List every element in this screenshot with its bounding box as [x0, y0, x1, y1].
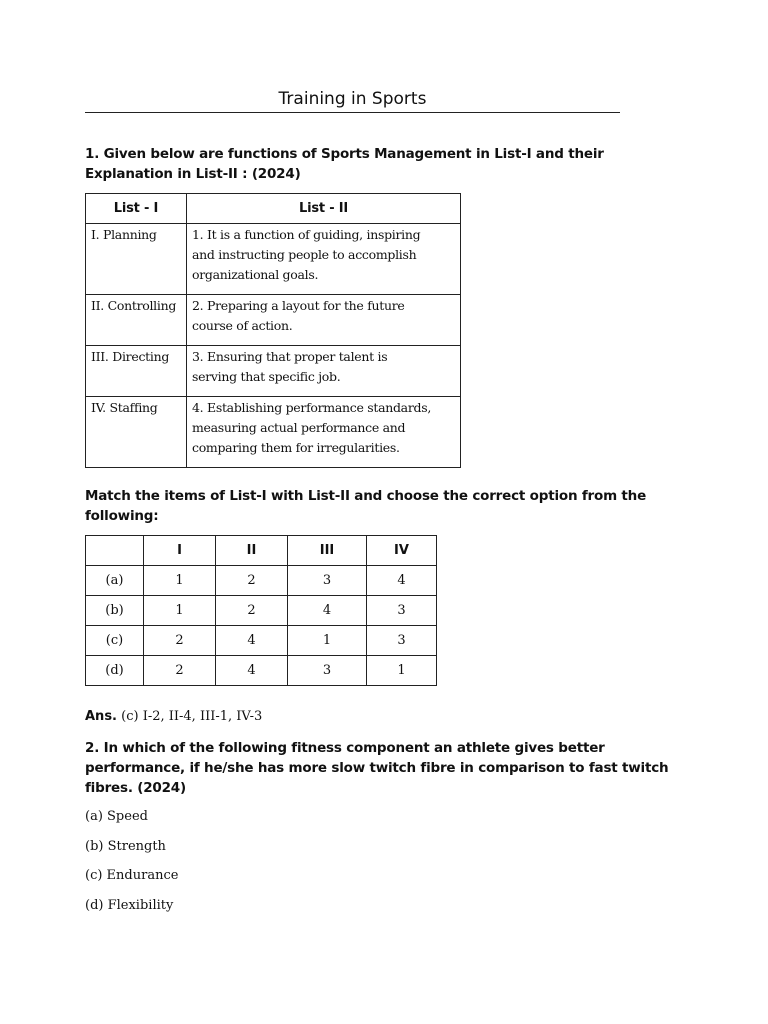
- table-row: [86, 626, 437, 656]
- options-table: [85, 535, 437, 686]
- option-cell: 1: [288, 626, 367, 656]
- list-matching-table: [85, 193, 461, 468]
- title-underline: [85, 112, 620, 113]
- option-cell: 3: [288, 566, 367, 596]
- cell-line: organizational goals.: [192, 267, 319, 282]
- cell-line: and instructing people to accomplish: [192, 247, 417, 262]
- cell-line: course of action.: [192, 318, 293, 333]
- list-2-cell: [187, 397, 461, 468]
- cell-line: comparing them for irregularities.: [192, 440, 400, 455]
- option-strength: (b) Strength: [85, 839, 166, 854]
- match-line: Match the items of List-I with List-II and choose the correct option from the: [85, 488, 647, 504]
- option-cell: 2: [144, 656, 216, 686]
- page-title: Training in Sports: [278, 89, 427, 109]
- question-2-line: 2. In which of the following fitness component an athlete gives better: [85, 740, 605, 756]
- option-cell: 4: [288, 596, 367, 626]
- question-2-line: fibres. (2024): [85, 780, 186, 796]
- table-row: [86, 397, 461, 468]
- option-cell: 2: [216, 566, 288, 596]
- option-label: (a): [86, 566, 144, 596]
- option-endurance: (c) Endurance: [85, 868, 179, 883]
- list-2-cell: [187, 346, 461, 397]
- list-2-header: List - II: [187, 194, 461, 224]
- match-instruction: [85, 486, 645, 526]
- list-2-cell: [187, 224, 461, 295]
- list-1-cell: I. Planning: [86, 224, 187, 295]
- options-header-i: I: [144, 536, 216, 566]
- option-flexibility: (d) Flexibility: [85, 898, 174, 913]
- question-1-text: [85, 144, 645, 184]
- option-label: (c): [86, 626, 144, 656]
- option-cell: 1: [144, 566, 216, 596]
- question-1-line: 1. Given below are functions of Sports Management in List-I and their: [85, 146, 604, 162]
- answer-label: Ans.: [85, 709, 117, 724]
- list-1-cell: III. Directing: [86, 346, 187, 397]
- option-speed: (a) Speed: [85, 809, 148, 824]
- cell-line: measuring actual performance and: [192, 420, 406, 435]
- option-cell: 1: [367, 656, 437, 686]
- table-row: [86, 596, 437, 626]
- list-1-cell: IV. Staffing: [86, 397, 187, 468]
- cell-line: 2. Preparing a layout for the future: [192, 298, 405, 313]
- cell-line: 3. Ensuring that proper talent is: [192, 349, 388, 364]
- option-cell: 4: [367, 566, 437, 596]
- question-1-line: Explanation in List-II : (2024): [85, 166, 301, 182]
- option-label: (b): [86, 596, 144, 626]
- options-header-blank: [86, 536, 144, 566]
- table-row: [86, 566, 437, 596]
- match-line: following:: [85, 508, 159, 524]
- option-cell: 1: [144, 596, 216, 626]
- question-2-line: performance, if he/she has more slow twitch fibre in comparison to fast twitch: [85, 760, 669, 776]
- option-cell: 4: [216, 656, 288, 686]
- cell-line: 1. It is a function of guiding, inspiring: [192, 227, 421, 242]
- options-header-iv: IV: [367, 536, 437, 566]
- options-header-iii: III: [288, 536, 367, 566]
- answer-text: (c) I-2, II-4, III-1, IV-3: [117, 709, 263, 724]
- option-cell: 2: [216, 596, 288, 626]
- option-cell: 4: [216, 626, 288, 656]
- table-header-row: [86, 194, 461, 224]
- list-1-cell: II. Controlling: [86, 295, 187, 346]
- list-2-cell: [187, 295, 461, 346]
- answer: [85, 707, 262, 727]
- table-row: [86, 295, 461, 346]
- option-label: (d): [86, 656, 144, 686]
- question-2-text: [85, 738, 669, 798]
- list-1-header: List - I: [86, 194, 187, 224]
- table-row: [86, 656, 437, 686]
- option-cell: 3: [367, 596, 437, 626]
- table-row: [86, 346, 461, 397]
- table-row: [86, 224, 461, 295]
- cell-line: serving that specific job.: [192, 369, 341, 384]
- options-header-ii: II: [216, 536, 288, 566]
- option-cell: 3: [288, 656, 367, 686]
- cell-line: 4. Establishing performance standards,: [192, 400, 431, 415]
- option-cell: 3: [367, 626, 437, 656]
- table-header-row: [86, 536, 437, 566]
- option-cell: 2: [144, 626, 216, 656]
